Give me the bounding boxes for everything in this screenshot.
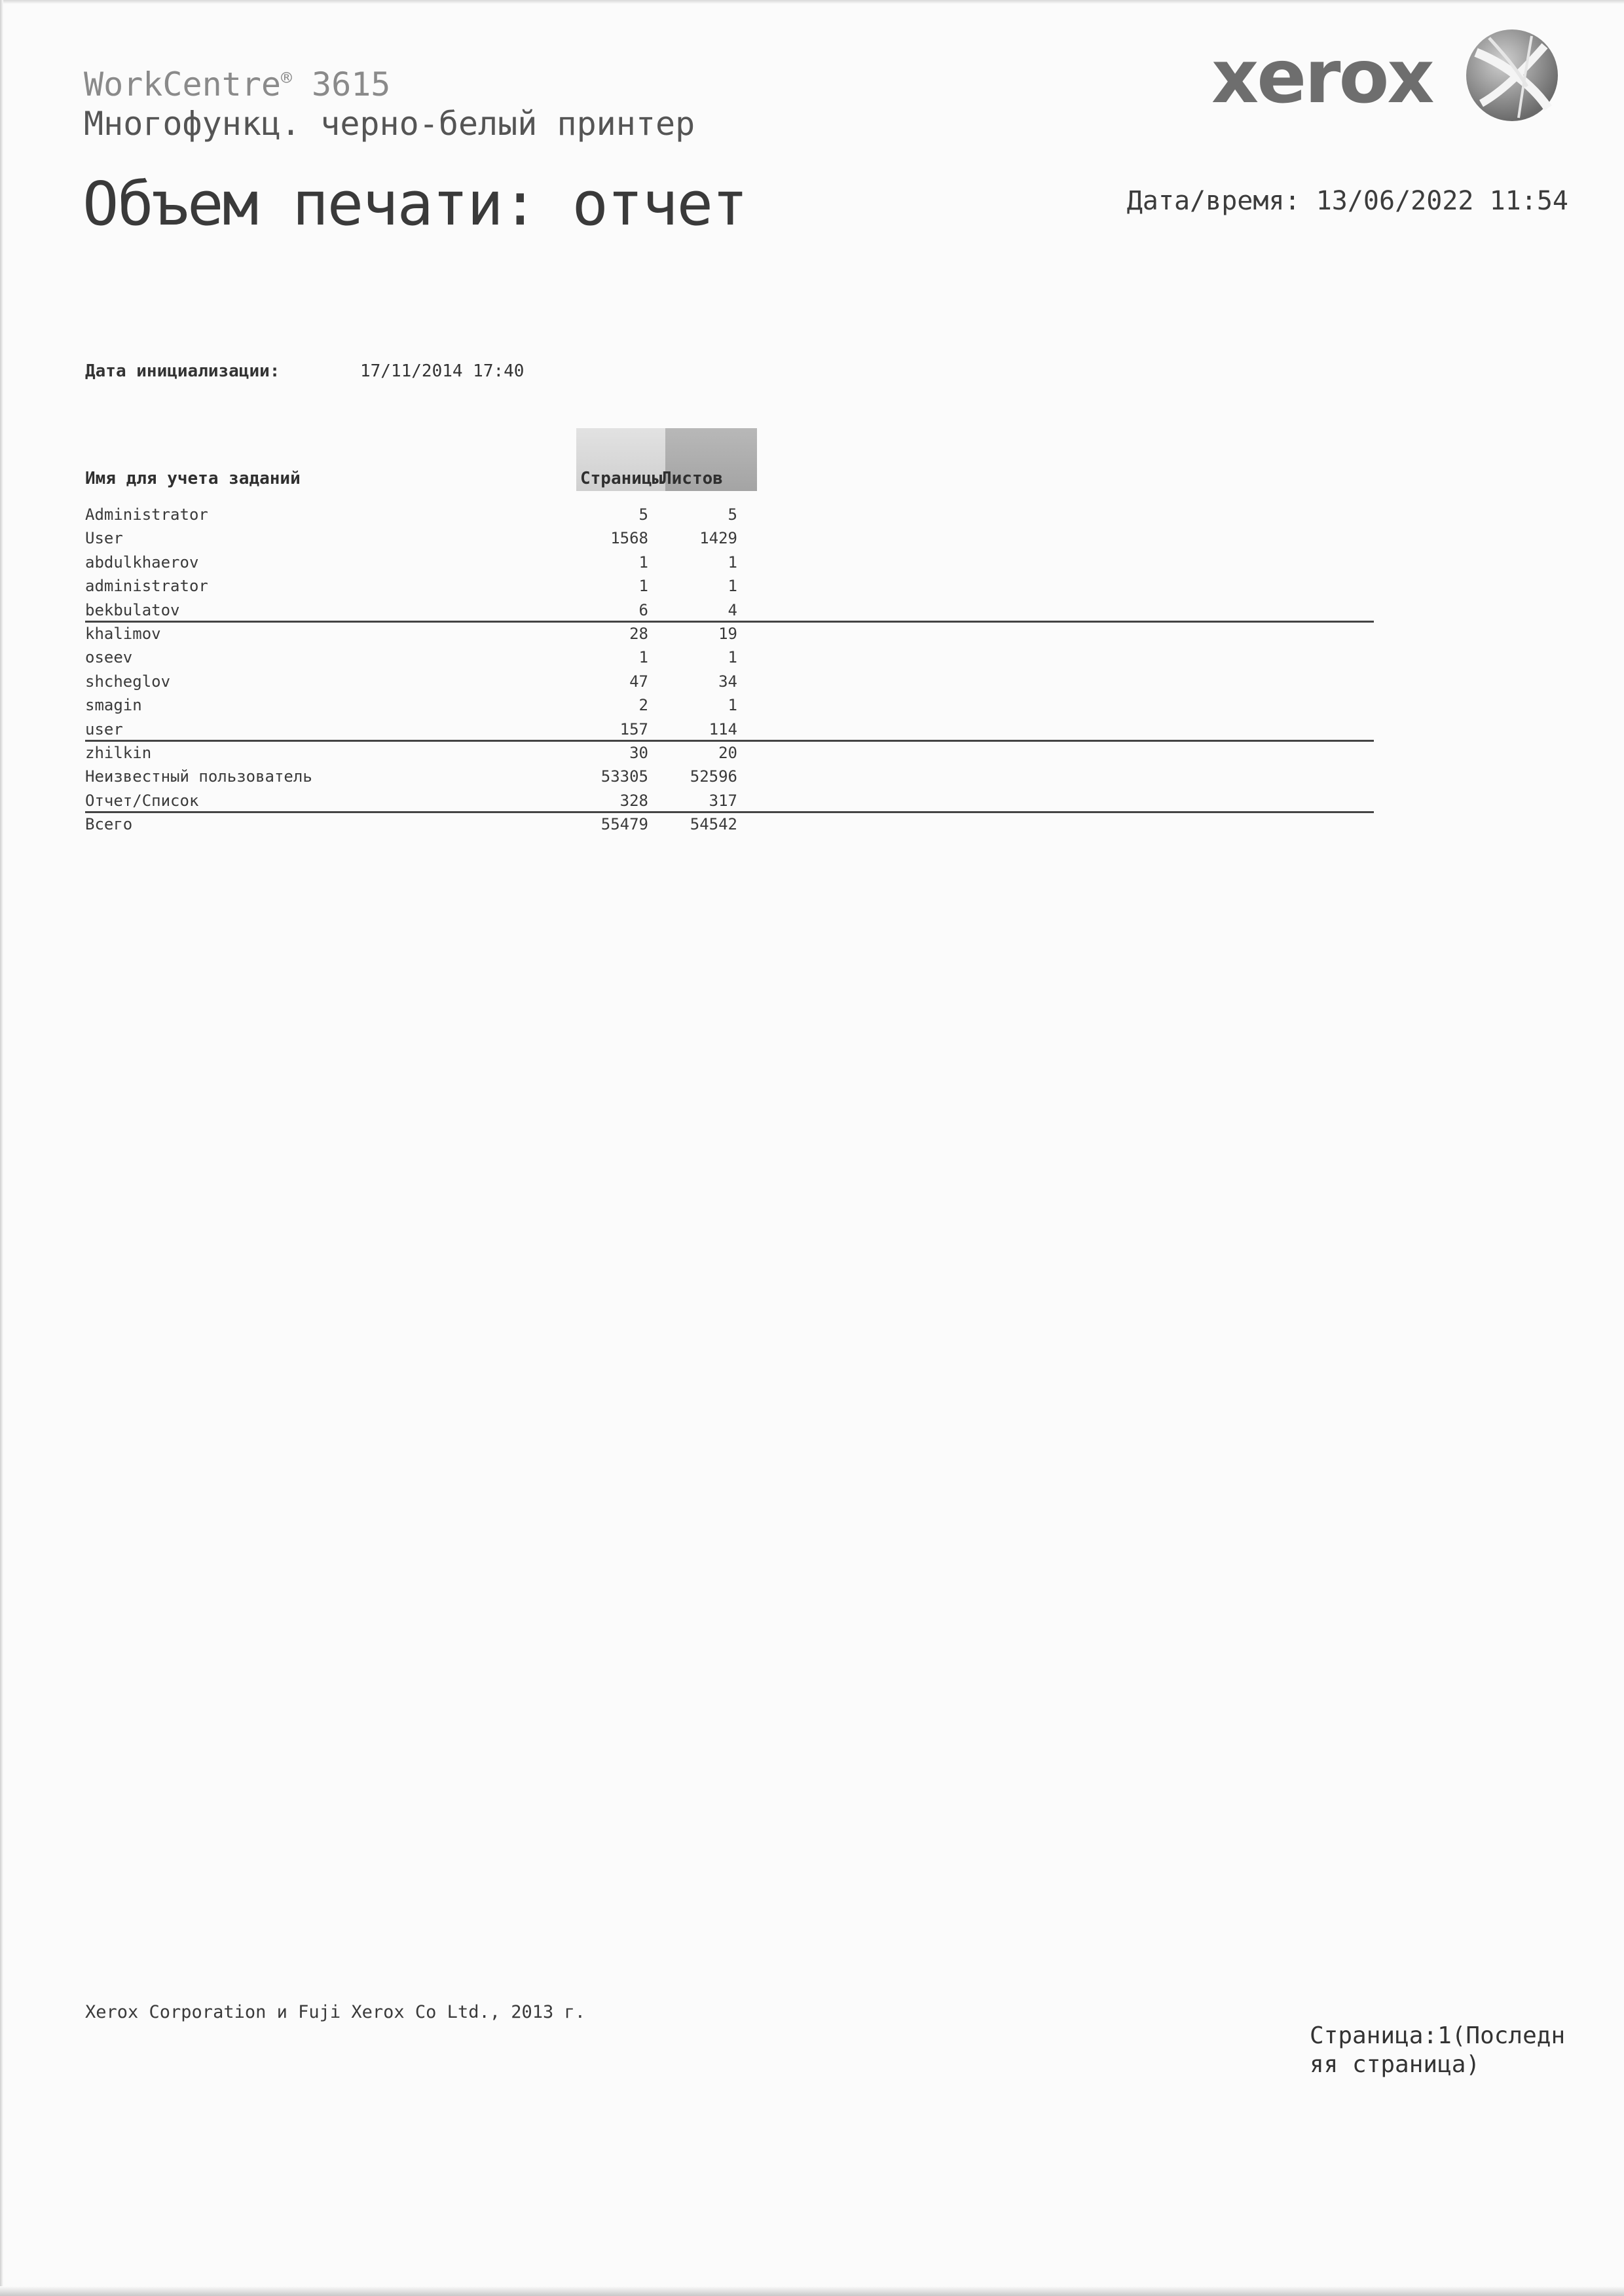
table-row [85,622,1374,646]
row-name: shcheglov [85,672,171,691]
row-sheets: 5 [728,505,737,524]
row-pages: 47 [629,672,648,691]
table-row [85,718,1374,741]
printer-model [84,65,390,103]
col-header-pages: Страницы [580,469,663,488]
xerox-globe-icon [1463,26,1561,124]
row-name: zhilkin [85,743,152,762]
row-sheets: 1 [728,648,737,667]
row-pages: 2 [638,696,648,715]
table-row [85,693,1374,717]
row-name: Всего [85,815,133,834]
row-name: administrator [85,577,208,596]
row-sheets: 52596 [690,767,737,786]
xerox-logo [1211,26,1565,131]
row-pages: 1 [638,577,648,596]
col-header-name: Имя для учета заданий [85,469,301,488]
col-header-sheets: Листов [661,469,723,488]
table-row-total [85,812,1374,836]
row-sheets: 1 [728,553,737,572]
printer-subtitle: Многофункц. черно-белый принтер [84,105,695,143]
report-datetime: Дата/время: 13/06/2022 11:54 [1126,186,1568,216]
scan-edge-top [0,0,1624,4]
row-sheets: 1 [728,696,737,715]
registered-mark: ® [281,67,292,88]
table-row [85,598,1374,622]
row-pages: 55479 [600,815,648,834]
row-name: user [85,720,123,738]
table-row [85,574,1374,598]
table-row [85,741,1374,765]
row-sheets: 34 [718,672,737,691]
row-name: khalimov [85,624,161,643]
row-sheets: 54542 [690,815,737,834]
row-sheets: 4 [728,600,737,619]
scan-edge-left [0,0,3,2296]
row-sheets: 317 [709,791,737,810]
row-pages: 5 [638,505,648,524]
row-name: smagin [85,696,142,715]
row-sheets: 114 [709,720,737,738]
init-date-value: 17/11/2014 17:40 [360,361,525,381]
row-pages: 30 [629,743,648,762]
row-pages: 328 [619,791,648,810]
row-pages: 1568 [610,529,648,548]
row-name: oseev [85,648,133,667]
usage-table [85,503,1374,836]
table-row [85,646,1374,669]
row-name: Неизвестный пользователь [85,767,312,786]
logo-wordmark: xerox [1211,35,1433,120]
row-name: abdulkhaerov [85,553,199,572]
row-sheets: 20 [718,743,737,762]
row-pages: 53305 [600,767,648,786]
row-pages: 28 [629,624,648,643]
row-sheets: 19 [718,624,737,643]
row-sheets: 1429 [699,529,737,548]
row-pages: 1 [638,648,648,667]
row-name: User [85,529,123,548]
scan-edge-bottom [0,2286,1624,2296]
table-row [85,551,1374,574]
copyright-text: Xerox Corporation и Fuji Xerox Co Ltd., 2013 г. [85,2002,586,2022]
report-title: Объем печати: отчет [83,169,747,239]
table-row [85,789,1374,812]
table-row [85,765,1374,788]
row-sheets: 1 [728,577,737,596]
init-date-label: Дата инициализации: [85,361,280,381]
row-name: Administrator [85,505,208,524]
row-name: Отчет/Список [85,791,199,810]
model-number: 3615 [312,65,391,103]
table-row [85,503,1374,526]
page-number: Страница:1(Последняя страница) [1310,2022,1566,2078]
row-name: bekbulatov [85,600,180,619]
row-pages: 157 [619,720,648,738]
row-pages: 1 [638,553,648,572]
row-pages: 6 [638,600,648,619]
table-row [85,526,1374,550]
model-name: WorkCentre [84,65,282,103]
table-row [85,670,1374,693]
